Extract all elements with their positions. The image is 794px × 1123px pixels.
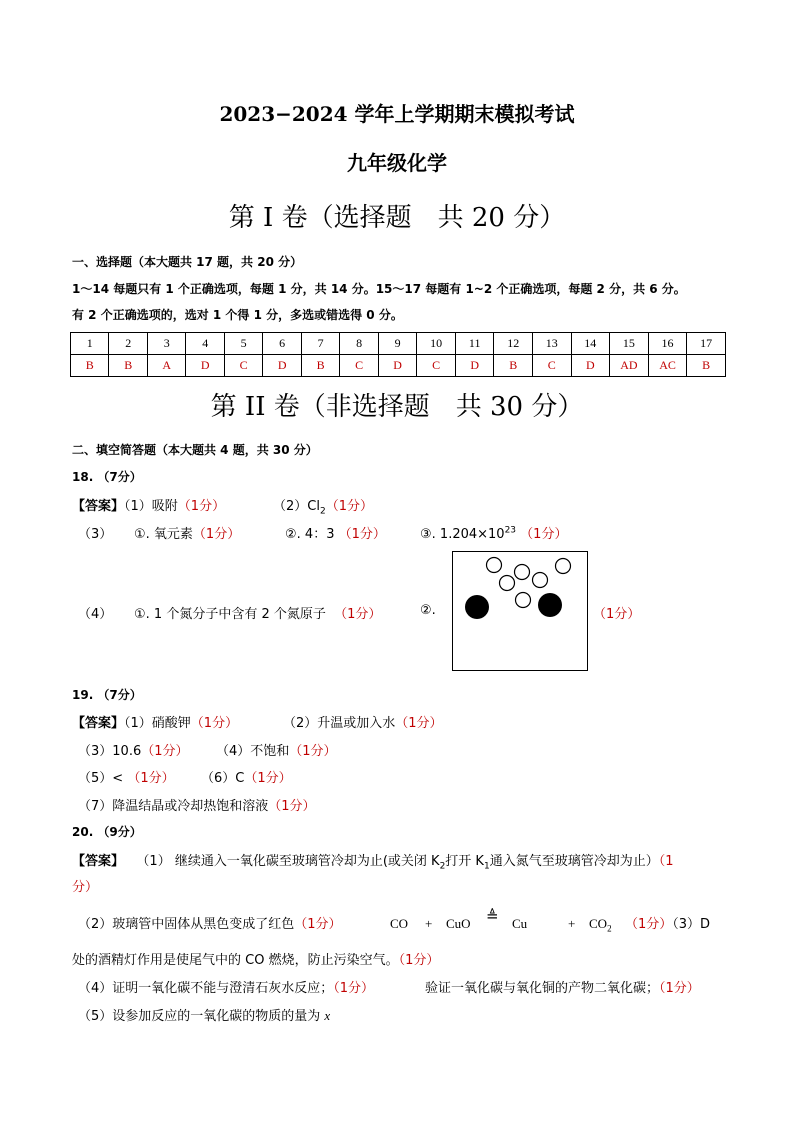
answer-cell: C	[532, 355, 571, 377]
equation-cu: Cu	[512, 916, 528, 931]
q20-1-score-a: （1	[658, 854, 674, 869]
q19-7-score: （1分）	[268, 799, 316, 814]
hydrogen-atom-icon	[516, 593, 531, 608]
answer-cell: C	[224, 355, 262, 377]
q19-3	[78, 740, 189, 759]
answer-cell: D	[455, 355, 494, 377]
q20-3-score: （1分）	[398, 953, 440, 968]
answer-label: 【答案】	[72, 854, 125, 869]
q19-4-answer: （4）不饱和	[216, 744, 290, 759]
question-number: 8	[340, 333, 378, 355]
exam-subtitle: 九年级化学	[347, 151, 447, 175]
question-number: 7	[301, 333, 339, 355]
q20-5-text: （5）设参加反应的一氧化碳的物质的量为	[78, 1009, 325, 1024]
question-number: 1	[71, 333, 109, 355]
question-number: 4	[186, 333, 224, 355]
q20-5-variable: x	[324, 1008, 331, 1023]
answer-cell: AC	[648, 355, 687, 377]
part2-heading: 第 II 卷（非选择题 共 30 分）	[210, 392, 584, 422]
q20-1-text-a: （1） 继续通入一氧化碳至玻璃管冷却为止(或关闭 K	[136, 854, 440, 869]
q18-3-a-score: （1分）	[192, 527, 241, 542]
equation-co2-subscript: 2	[607, 923, 612, 934]
q18-1-score: （1分）	[177, 499, 226, 514]
q19-3-answer: （3）10.6	[78, 744, 142, 759]
q18-3-a	[134, 523, 240, 542]
equation-plus-2: +	[568, 916, 576, 931]
question-number: 10	[417, 333, 456, 355]
question-number: 13	[532, 333, 571, 355]
q19-7	[78, 795, 316, 814]
q18-4-number: （4）	[78, 607, 113, 622]
question-number: 3	[147, 333, 185, 355]
hydrogen-atom-icon	[533, 573, 548, 588]
hydrogen-atom-icon	[556, 559, 571, 574]
q20-1-subscript-k1: 1	[483, 861, 490, 872]
answer-table	[70, 332, 726, 377]
question-number: 9	[378, 333, 416, 355]
q19-1-answer: （1）硝酸钾	[124, 716, 191, 731]
q20-eq-score: （1分）	[625, 917, 673, 932]
q19-1-score: （1分）	[190, 716, 239, 731]
q20-3-continued	[72, 949, 439, 968]
q18-4-a	[134, 603, 381, 622]
equation-co2	[589, 916, 612, 934]
q18-4-b-score: （1分）	[593, 607, 641, 622]
question-number: 11	[455, 333, 494, 355]
equation-co: CO	[390, 916, 409, 931]
nitrogen-atom-icon	[538, 593, 562, 617]
hydrogen-atom-icon	[500, 576, 515, 591]
q20-4-b-score: （1分）	[659, 981, 700, 996]
q18-3-b-score: （1分）	[338, 527, 386, 542]
q18-3-b	[285, 523, 386, 542]
q18-4-a-text: ①. 1 个氮分子中含有 2 个氮原子	[134, 607, 326, 622]
q20-line1	[72, 850, 674, 872]
q18-line1	[72, 495, 225, 514]
q20-4-a-score: （1分）	[333, 981, 375, 996]
section1-instruction-1: 1～14 每题只有 1 个正确选项，每题 1 分，共 14 分。15～17 每题有 1~2 个正确选项，每题 2 分，共 6 分。	[72, 282, 686, 296]
q20-4-b	[425, 977, 700, 996]
q18-3-number: （3）	[78, 527, 113, 542]
q20-2-text: （2）玻璃管中固体从黑色变成了红色	[78, 917, 295, 932]
q19-2-score: （1分）	[395, 716, 443, 731]
answer-cell: A	[147, 355, 185, 377]
q20-2-score: （1分）	[294, 917, 342, 932]
q20-4-a	[78, 977, 374, 996]
part1-heading: 第 I 卷（选择题 共 20 分）	[228, 203, 566, 233]
q19-7-answer: （7）降温结晶或冷却热饱和溶液	[78, 799, 269, 814]
section2-heading: 二、填空简答题（本大题共 4 题，共 30 分）	[72, 443, 318, 457]
q18-2-answer: （2）Cl	[273, 499, 320, 514]
q19-4	[216, 740, 337, 759]
equation-heat-arrow: ≜	[486, 907, 499, 925]
q19-line1	[72, 712, 238, 731]
q20-1-text-b: 打开 K	[445, 854, 484, 869]
answer-cell: B	[71, 355, 109, 377]
q20-3-start: （3）D	[672, 917, 711, 932]
q20-5	[78, 1005, 330, 1024]
q19-title: 19. （7分）	[72, 688, 142, 702]
hydrogen-atom-icon	[487, 558, 502, 573]
q18-3-c-superscript: 23	[504, 525, 517, 536]
q18-3-c-text: ③. 1.204×10	[420, 527, 505, 542]
q18-3-a-text: ①. 氧元素	[134, 527, 193, 542]
q18-4-b-label: ②.	[420, 603, 436, 618]
question-number: 16	[648, 333, 687, 355]
q20-2	[78, 913, 342, 932]
answer-cell: D	[378, 355, 416, 377]
q19-3-score: （1分）	[141, 744, 189, 759]
equation-co2-text: CO	[589, 916, 608, 931]
equation-plus-1: +	[425, 916, 433, 931]
answer-cell: D	[186, 355, 224, 377]
q20-1-subscript-k2: 2	[439, 861, 446, 872]
answer-cell: B	[109, 355, 147, 377]
hydrogen-atom-icon	[515, 565, 530, 580]
q19-2	[283, 712, 443, 731]
q18-3-c-score: （1分）	[520, 527, 568, 542]
question-number: 15	[610, 333, 649, 355]
q18-2-subscript: 2	[319, 506, 326, 517]
q18-2-score: （1分）	[325, 499, 373, 514]
question-number: 12	[494, 333, 533, 355]
q19-6	[201, 767, 292, 786]
q19-5	[78, 767, 175, 786]
question-number: 5	[224, 333, 262, 355]
q20-1-text-c: 通入氮气至玻璃管冷却为止）	[489, 854, 659, 869]
exam-title: 2023−2024 学年上学期期末模拟考试	[219, 102, 575, 126]
q20-4-a-text: （4）证明一氧化碳不能与澄清石灰水反应；	[78, 981, 334, 996]
q18-3-b-text: ②. 4：3	[285, 527, 335, 542]
q18-3-c	[420, 523, 567, 542]
answer-cell: B	[301, 355, 339, 377]
q18-4-a-score: （1分）	[334, 607, 382, 622]
q19-6-answer: （6）C	[201, 771, 245, 786]
molecule-diagram	[452, 551, 588, 671]
q19-2-answer: （2）升温或加入水	[283, 716, 396, 731]
answer-cell: AD	[610, 355, 649, 377]
q19-4-score: （1分）	[289, 744, 337, 759]
equation-cuo: CuO	[446, 916, 471, 931]
q20-1-score-b: 分）	[72, 880, 99, 895]
answer-label: 【答案】	[72, 716, 125, 731]
q18-title: 18. （7分）	[72, 470, 142, 484]
section1-instruction-2: 有 2 个正确选项的，选对 1 个得 1 分，多选或错选得 0 分。	[72, 308, 403, 322]
q19-5-score: （1分）	[127, 771, 175, 786]
question-number: 14	[571, 333, 610, 355]
q20-4-b-text: 验证一氧化碳与氧化铜的产物二氧化碳；	[425, 981, 660, 996]
answer-cell: C	[340, 355, 378, 377]
answer-label: 【答案】	[72, 499, 125, 514]
answer-cell: B	[687, 355, 726, 377]
q20-eq-and-3	[625, 913, 710, 932]
q19-6-score: （1分）	[244, 771, 292, 786]
answer-cell: D	[263, 355, 301, 377]
question-number: 6	[263, 333, 301, 355]
answer-cell: D	[571, 355, 610, 377]
q18-2	[273, 495, 373, 517]
section1-heading: 一、选择题（本大题共 17 题，共 20 分）	[72, 255, 303, 269]
particle-diagram-svg	[453, 552, 587, 670]
question-number: 2	[109, 333, 147, 355]
q20-title: 20. （9分）	[72, 825, 142, 839]
answer-table-header-row	[71, 333, 726, 355]
q19-5-answer: （5）<	[78, 771, 124, 786]
answer-table-answer-row	[71, 355, 726, 377]
question-number: 17	[687, 333, 726, 355]
q20-3-text: 处的酒精灯作用是使尾气中的 CO 燃烧，防止污染空气。	[72, 953, 399, 968]
answer-cell: B	[494, 355, 533, 377]
q18-1-answer: （1）吸附	[124, 499, 178, 514]
answer-cell: C	[417, 355, 456, 377]
nitrogen-atom-icon	[465, 595, 489, 619]
